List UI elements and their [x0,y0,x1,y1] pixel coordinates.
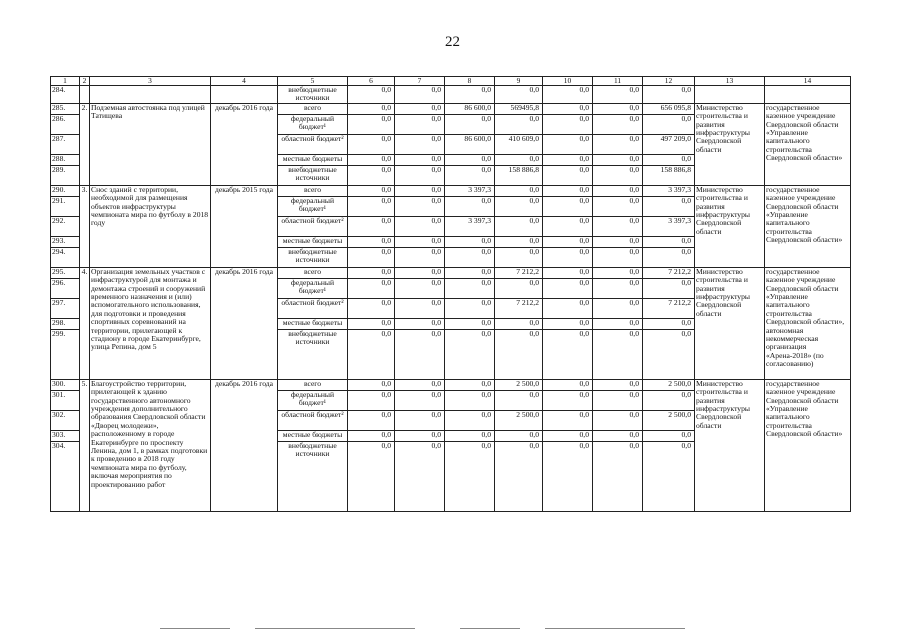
value-cell: 3 397,3 [643,216,695,236]
header-cell: 5 [278,77,348,86]
value-cell: 0,0 [445,278,495,298]
value-cell: 0,0 [495,430,543,441]
value-cell: 86 600,0 [445,103,495,114]
header-cell: 9 [495,77,543,86]
value-cell: 0,0 [593,196,643,216]
table-row [51,185,851,196]
funding-source-cell: внебюджетные источники [278,165,348,185]
item-name-cell: Благоустройство территории, прилегающей к зданию государственного автономного учреждения дополнительного образования Свердловской области «Дворец молодежи», расположенному в городе Екатеринбурге по проспекту Ленина, дом 1, в рамках подготовки к проведению в 2018 году чемпионата мира по футболу, включая мероприятия по проектированию работ [90,379,211,511]
executor-cell: Министерство строительства и развития инфраструктуры Свердловской области [695,103,765,185]
value-cell: 0,0 [348,216,395,236]
value-cell: 2 500,0 [643,379,695,390]
value-cell: 0,0 [495,441,543,511]
funding-source-cell: внебюджетные источники [278,247,348,267]
value-cell: 0,0 [348,154,395,165]
value-cell: 0,0 [348,410,395,430]
value-cell: 0,0 [593,103,643,114]
recipient-cell: государственное казенное учреждение Свердловской области «Управление капитального строительства Свердловской области», автономная некоммерческая организация «Арена-2018» (по согласованию) [765,267,851,379]
funding-source-cell: областной бюджет² [278,298,348,318]
value-cell: 0,0 [445,196,495,216]
value-cell: 0,0 [495,154,543,165]
value-cell: 0,0 [543,379,593,390]
item-term-cell: декабрь 2015 года [211,185,278,267]
value-cell: 0,0 [348,278,395,298]
header-cell: 14 [765,77,851,86]
value-cell: 0,0 [445,329,495,379]
value-cell: 0,0 [593,379,643,390]
funding-source-cell: внебюджетные источники [278,441,348,511]
value-cell: 0,0 [395,441,445,511]
item-name-cell [90,86,211,104]
funding-source-cell: областной бюджет² [278,134,348,154]
header-cell: 13 [695,77,765,86]
value-cell: 0,0 [643,430,695,441]
value-cell: 0,0 [593,216,643,236]
row-number-cell: 294. [51,247,80,267]
row-number-cell: 300. [51,379,80,390]
value-cell: 0,0 [643,329,695,379]
executor-cell: Министерство строительства и развития инфраструктуры Свердловской области [695,185,765,267]
value-cell: 0,0 [543,103,593,114]
item-index-cell [80,86,90,104]
value-cell: 0,0 [395,114,445,134]
value-cell: 86 600,0 [445,134,495,154]
recipient-cell: государственное казенное учреждение Свердловской области «Управление капитального строительства Свердловской области» [765,185,851,267]
value-cell: 0,0 [445,298,495,318]
item-name-cell: Подземная автостоянка под улицей Татищева [90,103,211,185]
value-cell: 656 095,8 [643,103,695,114]
funding-source-cell: местные бюджеты [278,430,348,441]
row-number-cell: 288. [51,154,80,165]
value-cell: 0,0 [543,441,593,511]
value-cell: 0,0 [495,196,543,216]
funding-source-cell: всего [278,185,348,196]
value-cell: 0,0 [395,430,445,441]
value-cell: 0,0 [495,278,543,298]
value-cell: 0,0 [643,390,695,410]
value-cell: 0,0 [348,267,395,278]
row-number-cell: 299. [51,329,80,379]
header-cell: 3 [90,77,211,86]
value-cell: 0,0 [445,86,495,104]
item-index-cell: 5. [80,379,90,511]
value-cell: 0,0 [643,236,695,247]
value-cell: 0,0 [593,390,643,410]
value-cell: 0,0 [445,410,495,430]
value-cell: 0,0 [543,278,593,298]
value-cell: 0,0 [543,154,593,165]
value-cell: 0,0 [593,165,643,185]
value-cell: 0,0 [495,216,543,236]
value-cell: 0,0 [395,86,445,104]
value-cell: 0,0 [395,329,445,379]
value-cell: 0,0 [543,410,593,430]
item-index-cell: 2. [80,103,90,185]
value-cell: 0,0 [543,267,593,278]
value-cell: 0,0 [445,441,495,511]
value-cell: 0,0 [543,298,593,318]
value-cell: 0,0 [593,430,643,441]
row-number-cell: 286. [51,114,80,134]
value-cell: 0,0 [348,298,395,318]
value-cell: 0,0 [543,134,593,154]
row-number-cell: 285. [51,103,80,114]
value-cell: 0,0 [395,390,445,410]
row-number-cell: 284. [51,86,80,104]
value-cell: 0,0 [395,134,445,154]
funding-source-cell: федеральный бюджет¹ [278,114,348,134]
value-cell: 0,0 [593,267,643,278]
value-cell: 0,0 [348,329,395,379]
item-term-cell [211,86,278,104]
footer-rule [545,628,685,629]
value-cell: 0,0 [593,278,643,298]
value-cell: 0,0 [348,441,395,511]
executor-cell [695,86,765,104]
value-cell: 0,0 [395,298,445,318]
value-cell: 0,0 [593,114,643,134]
value-cell: 0,0 [348,165,395,185]
value-cell: 0,0 [543,430,593,441]
item-term-cell: декабрь 2016 года [211,267,278,379]
funding-source-cell: федеральный бюджет¹ [278,390,348,410]
table-row [51,267,851,278]
value-cell: 0,0 [348,134,395,154]
value-cell: 0,0 [395,196,445,216]
value-cell: 0,0 [395,410,445,430]
value-cell: 0,0 [643,318,695,329]
value-cell: 0,0 [593,298,643,318]
value-cell: 0,0 [395,165,445,185]
recipient-cell [765,86,851,104]
value-cell: 0,0 [495,86,543,104]
value-cell: 0,0 [643,247,695,267]
value-cell: 0,0 [643,86,695,104]
value-cell: 0,0 [593,154,643,165]
row-number-cell: 292. [51,216,80,236]
program-table [50,76,851,512]
value-cell: 0,0 [395,216,445,236]
header-cell: 8 [445,77,495,86]
value-cell: 0,0 [445,267,495,278]
funding-source-cell: областной бюджет² [278,410,348,430]
footer-rule [160,628,230,629]
table-row [51,103,851,114]
funding-source-cell: внебюджетные источники [278,86,348,104]
value-cell: 0,0 [445,430,495,441]
value-cell: 0,0 [348,236,395,247]
value-cell: 0,0 [445,114,495,134]
row-number-cell: 287. [51,134,80,154]
value-cell: 0,0 [543,196,593,216]
funding-source-cell: всего [278,103,348,114]
value-cell: 0,0 [593,410,643,430]
value-cell: 0,0 [593,86,643,104]
value-cell: 0,0 [348,379,395,390]
funding-source-cell: федеральный бюджет¹ [278,196,348,216]
footer-rule [460,628,520,629]
header-cell: 1 [51,77,80,86]
row-number-cell: 301. [51,390,80,410]
value-cell: 0,0 [395,185,445,196]
value-cell: 0,0 [593,247,643,267]
value-cell: 7 212,2 [495,298,543,318]
value-cell: 0,0 [348,103,395,114]
item-name-cell: Организация земельных участков с инфраструктурой для монтажа и демонтажа строений и сооружений временного назначения и (или) вспомогательного использования, для подготовки и проведения спортивных соревнований на территории, прилегающей к стадиону в городе Екатеринбурге, улица Репина, дом 5 [90,267,211,379]
value-cell: 0,0 [445,318,495,329]
value-cell: 3 397,3 [445,185,495,196]
funding-source-cell: местные бюджеты [278,154,348,165]
row-number-cell: 302. [51,410,80,430]
page-number: 22 [445,34,460,50]
value-cell: 0,0 [495,390,543,410]
funding-source-cell: всего [278,379,348,390]
recipient-cell: государственное казенное учреждение Свердловской области «Управление капитального строительства Свердловской области» [765,103,851,185]
row-number-cell: 289. [51,165,80,185]
item-index-cell: 4. [80,267,90,379]
recipient-cell: государственное казенное учреждение Свердловской области «Управление капитального строительства Свердловской области» [765,379,851,511]
header-cell: 10 [543,77,593,86]
header-cell: 2 [80,77,90,86]
value-cell: 7 212,2 [643,267,695,278]
value-cell: 497 209,0 [643,134,695,154]
value-cell: 0,0 [348,318,395,329]
value-cell: 158 886,8 [643,165,695,185]
value-cell: 3 397,3 [643,185,695,196]
value-cell: 0,0 [593,441,643,511]
value-cell: 7 212,2 [643,298,695,318]
funding-source-cell: федеральный бюджет¹ [278,278,348,298]
header-row [51,77,851,86]
value-cell: 7 212,2 [495,267,543,278]
item-index-cell: 3. [80,185,90,267]
value-cell: 0,0 [593,329,643,379]
value-cell: 0,0 [495,329,543,379]
value-cell: 158 886,8 [495,165,543,185]
value-cell: 0,0 [445,247,495,267]
value-cell: 0,0 [348,114,395,134]
value-cell: 0,0 [543,236,593,247]
executor-cell: Министерство строительства и развития инфраструктуры Свердловской области [695,379,765,511]
value-cell: 0,0 [348,185,395,196]
value-cell: 0,0 [445,154,495,165]
row-number-cell: 297. [51,298,80,318]
value-cell: 0,0 [348,390,395,410]
header-cell: 4 [211,77,278,86]
value-cell: 569495,8 [495,103,543,114]
value-cell: 0,0 [643,441,695,511]
value-cell: 0,0 [593,318,643,329]
value-cell: 0,0 [543,114,593,134]
value-cell: 0,0 [348,247,395,267]
row-number-cell: 304. [51,441,80,511]
value-cell: 0,0 [543,390,593,410]
executor-cell: Министерство строительства и развития инфраструктуры Свердловской области [695,267,765,379]
item-term-cell: декабрь 2016 года [211,379,278,511]
value-cell: 0,0 [593,185,643,196]
value-cell: 2 500,0 [495,379,543,390]
value-cell: 0,0 [543,165,593,185]
value-cell: 410 609,0 [495,134,543,154]
funding-source-cell: всего [278,267,348,278]
value-cell: 0,0 [543,329,593,379]
row-number-cell: 290. [51,185,80,196]
row-number-cell: 293. [51,236,80,247]
value-cell: 0,0 [543,247,593,267]
item-term-cell: декабрь 2016 года [211,103,278,185]
header-cell: 7 [395,77,445,86]
item-name-cell: Снос зданий с территории, необходимой для размещения объектов инфраструктуры чемпионата мира по футболу в 2018 году [90,185,211,267]
value-cell: 0,0 [348,86,395,104]
row-number-cell: 303. [51,430,80,441]
value-cell: 0,0 [543,86,593,104]
funding-source-cell: местные бюджеты [278,318,348,329]
value-cell: 2 500,0 [643,410,695,430]
value-cell: 0,0 [348,430,395,441]
value-cell: 0,0 [543,185,593,196]
value-cell: 0,0 [395,103,445,114]
table-row [51,379,851,390]
value-cell: 0,0 [395,278,445,298]
value-cell: 0,0 [593,236,643,247]
value-cell: 0,0 [445,165,495,185]
value-cell: 0,0 [495,247,543,267]
value-cell: 0,0 [495,114,543,134]
row-number-cell: 296. [51,278,80,298]
row-number-cell: 291. [51,196,80,216]
value-cell: 0,0 [445,236,495,247]
value-cell: 2 500,0 [495,410,543,430]
value-cell: 0,0 [643,154,695,165]
header-cell: 12 [643,77,695,86]
funding-source-cell: областной бюджет² [278,216,348,236]
table-row [51,86,851,104]
value-cell: 3 397,3 [445,216,495,236]
value-cell: 0,0 [643,278,695,298]
value-cell: 0,0 [543,318,593,329]
value-cell: 0,0 [395,236,445,247]
funding-source-cell: местные бюджеты [278,236,348,247]
value-cell: 0,0 [445,379,495,390]
funding-source-cell: внебюджетные источники [278,329,348,379]
header-cell: 11 [593,77,643,86]
value-cell: 0,0 [495,318,543,329]
value-cell: 0,0 [495,236,543,247]
value-cell: 0,0 [593,134,643,154]
value-cell: 0,0 [395,318,445,329]
value-cell: 0,0 [445,390,495,410]
value-cell: 0,0 [543,216,593,236]
value-cell: 0,0 [395,379,445,390]
value-cell: 0,0 [395,154,445,165]
row-number-cell: 295. [51,267,80,278]
value-cell: 0,0 [643,196,695,216]
value-cell: 0,0 [643,114,695,134]
footer-rule [255,628,415,629]
value-cell: 0,0 [395,267,445,278]
header-cell: 6 [348,77,395,86]
value-cell: 0,0 [348,196,395,216]
value-cell: 0,0 [495,185,543,196]
row-number-cell: 298. [51,318,80,329]
value-cell: 0,0 [395,247,445,267]
